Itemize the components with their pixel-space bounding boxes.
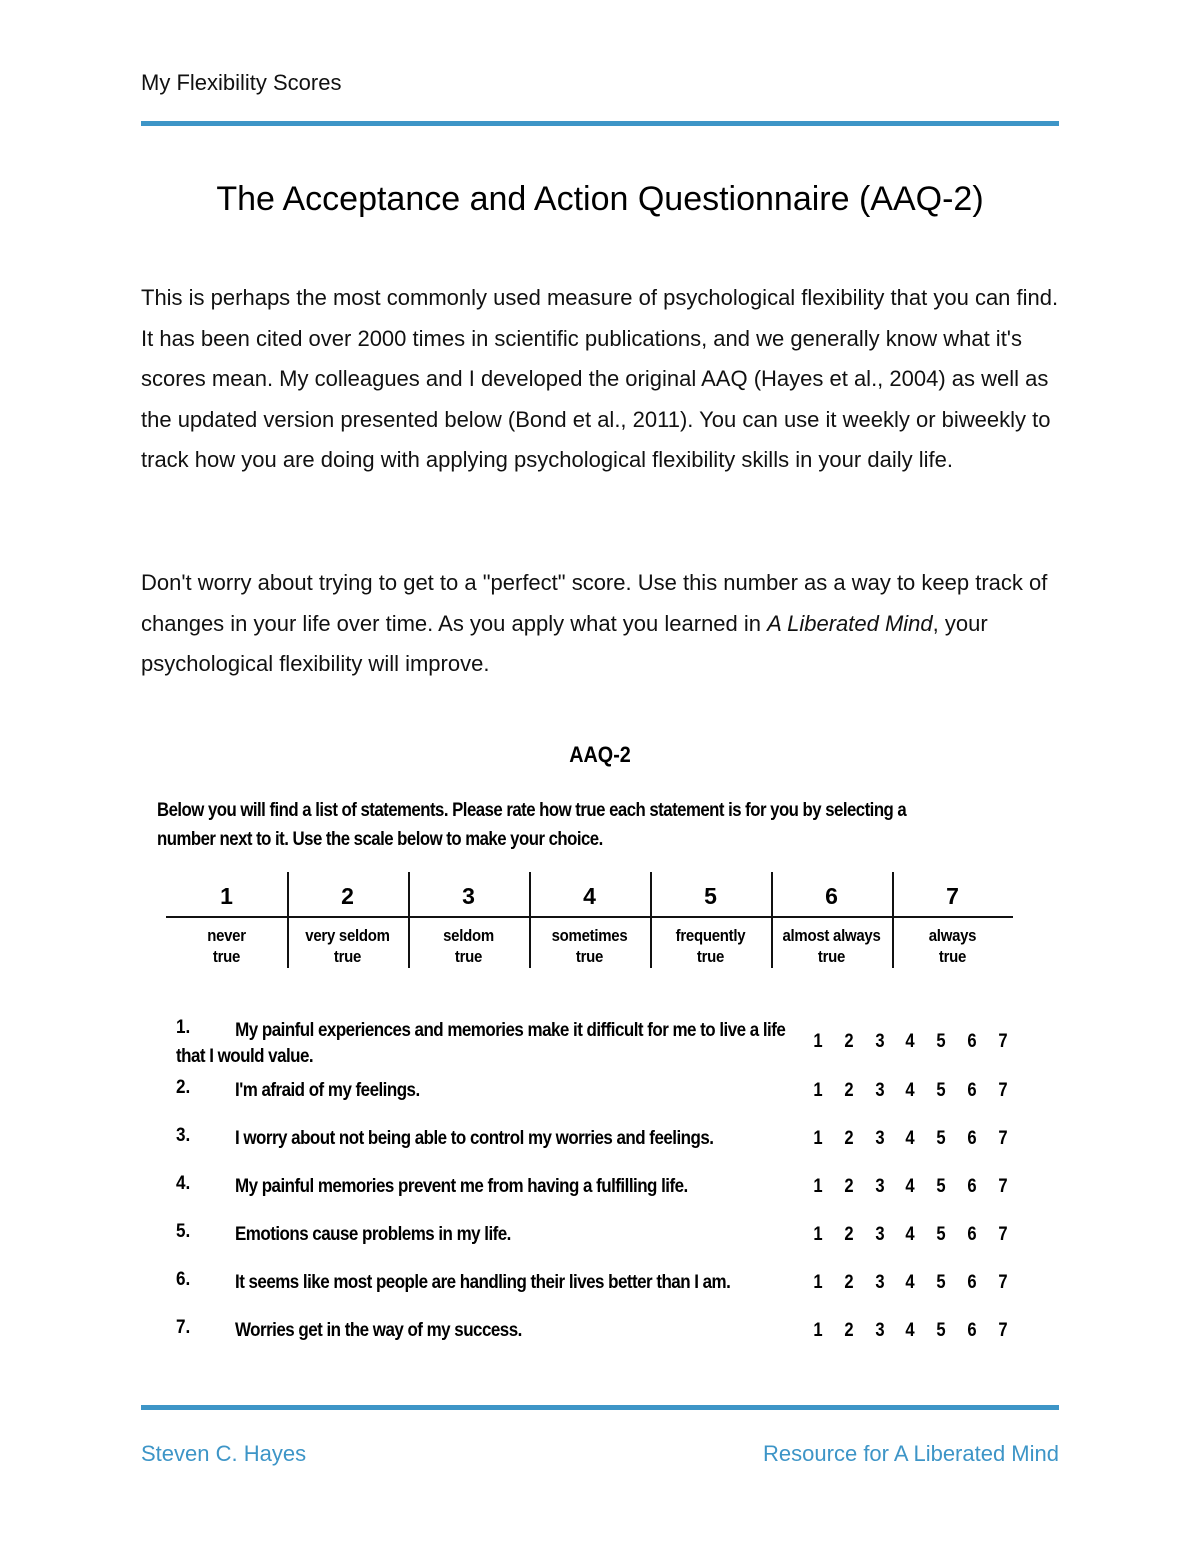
footer-resource: Resource for A Liberated Mind bbox=[763, 1441, 1059, 1466]
scale-label-line-1: very seldom bbox=[305, 926, 390, 945]
scale-point-2 bbox=[287, 870, 408, 970]
rating-option-1[interactable]: 1 bbox=[813, 1223, 823, 1245]
item-number: 2. bbox=[176, 1077, 191, 1098]
rating-option-3[interactable]: 3 bbox=[875, 1271, 885, 1293]
rating-option-6[interactable]: 6 bbox=[967, 1030, 977, 1052]
scale-number: 4 bbox=[583, 883, 596, 909]
rating-option-5[interactable]: 5 bbox=[936, 1175, 946, 1197]
rating-option-2[interactable]: 2 bbox=[844, 1271, 854, 1293]
rating-option-7[interactable]: 7 bbox=[998, 1079, 1008, 1101]
item-number: 6. bbox=[176, 1269, 191, 1290]
footer-rule bbox=[141, 1405, 1059, 1410]
intro-paragraph-2 bbox=[141, 563, 1059, 685]
item-number: 1. bbox=[176, 1017, 191, 1038]
rating-option-6[interactable]: 6 bbox=[967, 1223, 977, 1245]
item-statement: I'm afraid of my feelings. bbox=[235, 1079, 420, 1101]
rating-option-2[interactable]: 2 bbox=[844, 1030, 854, 1052]
scale-label-line-2: true bbox=[333, 947, 362, 966]
scale-number: 7 bbox=[946, 883, 959, 909]
scale-label bbox=[168, 925, 285, 967]
questionnaire-item bbox=[176, 1077, 1016, 1117]
questionnaire-item bbox=[176, 1017, 1016, 1067]
item-statement: Worries get in the way of my success. bbox=[235, 1319, 522, 1341]
item-number: 4. bbox=[176, 1173, 191, 1194]
rating-scale bbox=[166, 870, 1013, 970]
item-statement: Emotions cause problems in my life. bbox=[235, 1223, 511, 1245]
item-rating-options bbox=[808, 1127, 1018, 1153]
rating-option-6[interactable]: 6 bbox=[967, 1175, 977, 1197]
rating-option-1[interactable]: 1 bbox=[813, 1175, 823, 1197]
item-statement: My painful experiences and memories make it difficult for me to live a life that I would value. bbox=[176, 1019, 786, 1067]
scale-point-5 bbox=[650, 870, 771, 970]
rating-option-6[interactable]: 6 bbox=[967, 1319, 977, 1341]
scale-point-4 bbox=[529, 870, 650, 970]
scale-label-line-1: frequently bbox=[675, 926, 746, 945]
rating-option-5[interactable]: 5 bbox=[936, 1223, 946, 1245]
rating-option-4[interactable]: 4 bbox=[905, 1127, 915, 1149]
rating-option-1[interactable]: 1 bbox=[813, 1079, 823, 1101]
item-rating-options bbox=[808, 1319, 1018, 1345]
book-title: A Liberated Mind bbox=[767, 610, 933, 636]
item-rating-options bbox=[808, 1175, 1018, 1201]
item-number: 5. bbox=[176, 1221, 191, 1242]
scale-label bbox=[894, 925, 1011, 967]
rating-option-2[interactable]: 2 bbox=[844, 1127, 854, 1149]
rating-option-6[interactable]: 6 bbox=[967, 1271, 977, 1293]
rating-option-5[interactable]: 5 bbox=[936, 1127, 946, 1149]
item-rating-options bbox=[808, 1271, 1018, 1297]
rating-option-3[interactable]: 3 bbox=[875, 1175, 885, 1197]
rating-option-3[interactable]: 3 bbox=[875, 1030, 885, 1052]
rating-option-3[interactable]: 3 bbox=[875, 1127, 885, 1149]
questionnaire-item bbox=[176, 1269, 1016, 1309]
rating-option-4[interactable]: 4 bbox=[905, 1319, 915, 1341]
page-title: The Acceptance and Action Questionnaire (AAQ-2) bbox=[216, 180, 984, 218]
scale-number: 3 bbox=[462, 883, 475, 909]
rating-option-3[interactable]: 3 bbox=[875, 1223, 885, 1245]
scale-label bbox=[652, 925, 769, 967]
rating-option-7[interactable]: 7 bbox=[998, 1127, 1008, 1149]
rating-option-1[interactable]: 1 bbox=[813, 1030, 823, 1052]
scale-number: 1 bbox=[220, 883, 233, 909]
rating-option-7[interactable]: 7 bbox=[998, 1319, 1008, 1341]
rating-option-7[interactable]: 7 bbox=[998, 1030, 1008, 1052]
scale-label-line-1: always bbox=[928, 926, 977, 945]
scale-label-line-1: almost always bbox=[782, 926, 881, 945]
intro-paragraph-2-end: , your psychological flexibility will improve. bbox=[141, 610, 988, 677]
questionnaire-item bbox=[176, 1317, 1016, 1357]
scale-label-line-2: true bbox=[212, 947, 241, 966]
item-rating-options bbox=[808, 1223, 1018, 1249]
rating-option-3[interactable]: 3 bbox=[875, 1319, 885, 1341]
scale-label-line-1: never bbox=[207, 926, 246, 945]
rating-option-1[interactable]: 1 bbox=[813, 1319, 823, 1341]
rating-option-5[interactable]: 5 bbox=[936, 1319, 946, 1341]
item-rating-options bbox=[808, 1079, 1018, 1105]
footer-author: Steven C. Hayes bbox=[141, 1441, 307, 1466]
item-rating-options bbox=[808, 1030, 1018, 1056]
scale-point-1 bbox=[166, 870, 287, 970]
rating-option-2[interactable]: 2 bbox=[844, 1079, 854, 1101]
rating-option-6[interactable]: 6 bbox=[967, 1079, 977, 1101]
rating-option-7[interactable]: 7 bbox=[998, 1223, 1008, 1245]
rating-option-4[interactable]: 4 bbox=[905, 1223, 915, 1245]
scale-number: 5 bbox=[704, 883, 717, 909]
scale-point-6 bbox=[771, 870, 892, 970]
scale-label-line-2: true bbox=[454, 947, 483, 966]
scale-label bbox=[773, 925, 890, 967]
scale-label-line-2: true bbox=[696, 947, 725, 966]
questionnaire-item bbox=[176, 1125, 1016, 1165]
running-header: My Flexibility Scores bbox=[141, 70, 342, 95]
scale-label-line-1: sometimes bbox=[551, 926, 628, 945]
rating-option-5[interactable]: 5 bbox=[936, 1271, 946, 1293]
item-statement: I worry about not being able to control my worries and feelings. bbox=[235, 1127, 714, 1149]
rating-option-5[interactable]: 5 bbox=[936, 1030, 946, 1052]
scale-label bbox=[531, 925, 648, 967]
item-number: 7. bbox=[176, 1317, 191, 1338]
rating-option-4[interactable]: 4 bbox=[905, 1030, 915, 1052]
questionnaire-item bbox=[176, 1221, 1016, 1261]
rating-option-2[interactable]: 2 bbox=[844, 1223, 854, 1245]
rating-option-1[interactable]: 1 bbox=[813, 1127, 823, 1149]
scale-label bbox=[410, 925, 527, 967]
rating-option-4[interactable]: 4 bbox=[905, 1175, 915, 1197]
form-title: AAQ-2 bbox=[569, 742, 631, 767]
form-instructions: Below you will find a list of statements. Please rate how true each statement is for you by selecting a number next to it. Use the scale below to make your choice. bbox=[157, 799, 907, 850]
scale-label-line-2: true bbox=[938, 947, 967, 966]
questionnaire-item bbox=[176, 1173, 1016, 1213]
item-statement: My painful memories prevent me from having a fulfilling life. bbox=[235, 1175, 688, 1197]
item-number: 3. bbox=[176, 1125, 191, 1146]
rating-option-2[interactable]: 2 bbox=[844, 1175, 854, 1197]
rating-option-3[interactable]: 3 bbox=[875, 1079, 885, 1101]
scale-number: 6 bbox=[825, 883, 838, 909]
scale-label-line-1: seldom bbox=[443, 926, 494, 945]
rating-option-5[interactable]: 5 bbox=[936, 1079, 946, 1101]
intro-paragraph-2-text: Don't worry about trying to get to a "perfect" score. Use this number as a way to keep track of changes in your life over time. As you apply what you learned in bbox=[141, 570, 1048, 636]
rating-option-7[interactable]: 7 bbox=[998, 1175, 1008, 1197]
scale-point-7 bbox=[892, 870, 1013, 970]
header-rule bbox=[141, 121, 1059, 126]
rating-option-7[interactable]: 7 bbox=[998, 1271, 1008, 1293]
item-statement: It seems like most people are handling their lives better than I am. bbox=[235, 1271, 731, 1293]
rating-option-1[interactable]: 1 bbox=[813, 1271, 823, 1293]
scale-number: 2 bbox=[341, 883, 354, 909]
scale-point-3 bbox=[408, 870, 529, 970]
rating-option-2[interactable]: 2 bbox=[844, 1319, 854, 1341]
scale-label-line-2: true bbox=[817, 947, 846, 966]
scale-label bbox=[289, 925, 406, 967]
intro-paragraph-1: This is perhaps the most commonly used measure of psychological flexibility that you can find. It has been cited over 2000 times in scientific publications, and we generally know what it's scores mean. My colleagues and I developed the original AAQ (Hayes et al., 2004) as well as the updated version presented below (Bond et al., 2011). You can use it weekly or biweekly to track how you are doing with applying psychological flexibility skills in your daily life. bbox=[141, 285, 1059, 473]
rating-option-4[interactable]: 4 bbox=[905, 1271, 915, 1293]
rating-option-4[interactable]: 4 bbox=[905, 1079, 915, 1101]
scale-label-line-2: true bbox=[575, 947, 604, 966]
rating-option-6[interactable]: 6 bbox=[967, 1127, 977, 1149]
